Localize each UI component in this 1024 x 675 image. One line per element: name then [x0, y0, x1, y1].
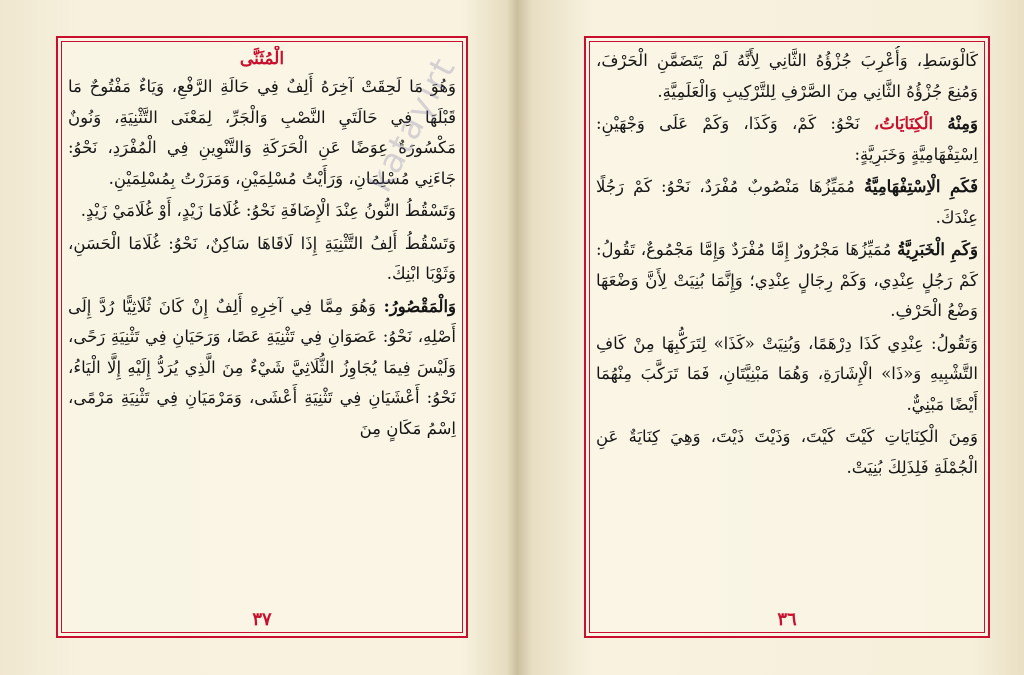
- term-istifham: فَكَمِ الْاِسْتِفْهَامِيَّةُ: [864, 177, 978, 196]
- term-khabari: وَكَمِ الْخَبَرِيَّةُ: [897, 240, 978, 259]
- watermark-text: katayirt: [360, 50, 465, 199]
- paragraph-kayta: وَمِنَ الْكِنَايَاتِ كَيْتَ كَيْتَ، وَذَيْتَ ذَيْتَ، وَهِيَ كِنَايَةٌ عَنِ الْجُمْلَةِ فَلِذَلِكَ بُنِيَتْ.: [596, 427, 978, 477]
- kinayat-prefix: وَمِنْهُ: [947, 114, 978, 133]
- paragraph-khabari: [596, 235, 978, 327]
- page-number-left: ٣٧: [252, 609, 272, 630]
- paragraph-istifham: [596, 172, 978, 233]
- page-number-right: ٣٦: [777, 609, 797, 630]
- paragraph-kinayat: [596, 109, 978, 170]
- right-page-frame: [584, 36, 990, 638]
- paragraph-kadha: وَتَقُولُ: عِنْدِي كَذَا دِرْهَمًا، وَبُنِيَتْ «كَذَا» لِتَرَكُّبِهَا مِنْ كَافِ التَّشْبِيهِ وَ«ذَا» الْإِشَارَةِ، وَهُمَا مَبْنِيَّتَانِ، فَمَا تَرَكَّبَ مِنْهُمَا أَيْضًا مَبْنِيٌّ.: [596, 333, 978, 414]
- right-page: [512, 0, 1024, 675]
- right-page-text: [596, 46, 978, 602]
- maqsur-text: وَهُوَ مِمَّا فِي آخِرِهِ أَلِفٌ إِنْ كَانَ ثُلَاثِيًّا رُدَّ إِلَى أَصْلِهِ، نَحْوُ: عَصَوَانِ فِي تَثْنِيَةِ عَصًا، وَرَحَيَانِ فِي تَثْنِيَةِ رَحًى، وَلَيْسَ فِيمَا يُجَاوِزُ الثُّلَاثِيَّ شَيْءٌ مِنَ الَّذِي يُرَدُّ إِلَيْهِ إِلَّا الْيَاءُ، نَحْوُ: أَعْشَيَانِ فِي تَثْنِيَةِ أَعْشَى، وَمَرْمَيَانِ فِي تَثْنِيَةِ مَرْمًى، اِسْمُ مَكَانٍ مِنَ: [68, 296, 456, 438]
- paragraph-definition: وَهُوَ مَا لَحِقَتْ آخِرَهُ أَلِفٌ فِي حَالَةِ الرَّفْعِ، وَيَاءٌ مَفْتُوحٌ مَا قَبْلَهَا فِي حَالَتَيِ النَّصْبِ وَالْجَرِّ، لِمَعْنَى التَّثْنِيَةِ، وَنُونٌ مَكْسُورَةٌ عِوَضًا عَنِ الْحَرَكَةِ وَالتَّنْوِينِ فِي الْمُفْرَدِ، نَحْوُ: جَاءَنِي مُسْلِمَانِ، وَرَأَيْتُ مُسْلِمَيْنِ، وَمَرَرْتُ بِمُسْلِمَيْنِ.: [68, 77, 456, 188]
- paragraph-idafa: وَتَسْقُطُ النُّونُ عِنْدَ الْإِضَافَةِ نَحْوُ: غُلَامَا زَيْدٍ، أَوْ غُلَامَيْ زَيْدٍ.: [80, 201, 456, 220]
- section-title-muthanna: الْمُثَنَّى: [239, 49, 285, 69]
- term-kinayat: الْكِنَايَاتُ،: [873, 114, 934, 133]
- khabari-text: مُمَيِّزُهَا مَجْرُورٌ إِمَّا مُفْرَدٌ وَإِمَّا مَجْمُوعٌ، تَقُولُ: كَمْ رَجُلٍ عِنْدِي، وَكَمْ رِجَالٍ عِنْدِي؛ وَإِنَّمَا بُنِيَتْ لِأَنَّ وَضْعَهَا وَضْعُ الْحَرْفِ.: [596, 240, 978, 320]
- paragraph-intro: كَالْوَسَطِ، وَأُعْرِبَ جُزْؤُهُ الثَّانِي لِأَنَّهُ لَمْ يَتَضَمَّنِ الْحَرْفَ، وَمُنِعَ جُزْؤُهُ الثَّانِي مِنَ الصَّرْفِ لِلتَّرْكِيبِ وَالْعَلَمِيَّةِ.: [596, 51, 978, 101]
- istifham-text: مُمَيِّزُهَا مَنْصُوبٌ مُفْرَدٌ، نَحْوُ: كَمْ رَجُلًا عِنْدَكَ.: [596, 177, 978, 227]
- term-maqsur: وَالْمَقْصُورُ:: [383, 296, 456, 316]
- paragraph-maqsur: [68, 292, 456, 445]
- paragraph-alif-drop: وَتَسْقُطُ أَلِفُ التَّثْنِيَةِ إِذَا لَاقَاهَا سَاكِنٌ، نَحْوُ: غُلَامَا الْحَسَنِ، وَثَوْبَا ابْنِكَ.: [68, 233, 456, 283]
- kinayat-text: نَحْوُ: كَمْ، وَكَذَا، وَكَمْ عَلَى وَجْهَيْنِ: اِسْتِفْهَامِيَّةٍ وَخَبَرِيَّةٍ:: [596, 114, 978, 164]
